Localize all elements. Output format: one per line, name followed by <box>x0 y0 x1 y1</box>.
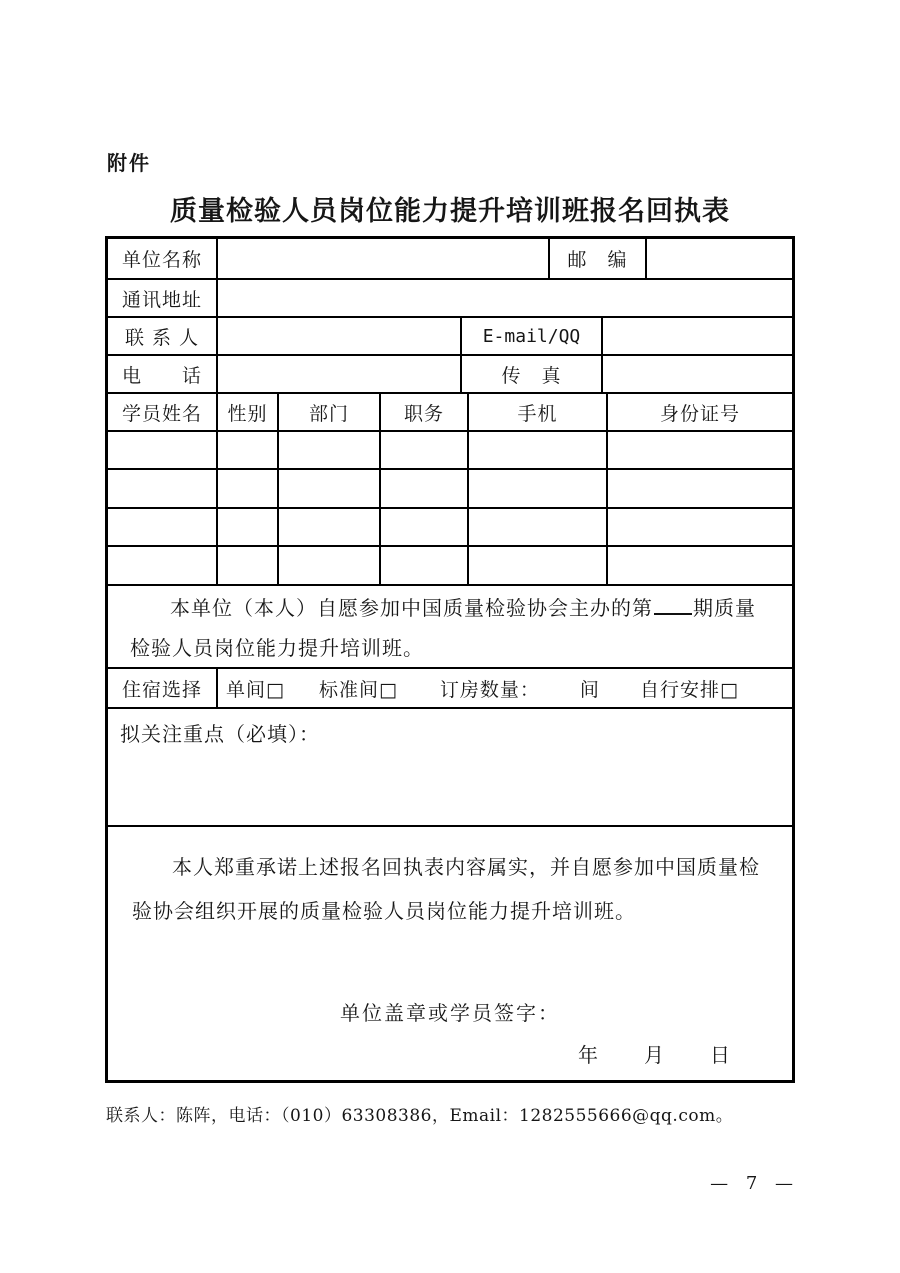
participation-text-after: 期质量检验人员岗位能力提升培训班。 <box>130 596 756 660</box>
student-input-cell[interactable] <box>381 509 469 545</box>
id-number-header: 身份证号 <box>659 402 740 425</box>
mobile-header: 手机 <box>469 394 608 430</box>
contact-person-label: 联 系 人 <box>108 318 218 354</box>
address-label: 通讯地址 <box>108 280 218 316</box>
student-input-cell[interactable] <box>381 470 469 507</box>
booking-quantity-label: 订房数量： <box>439 678 540 701</box>
focus-cell[interactable] <box>108 709 792 825</box>
self-arrange-checkbox[interactable]: 自行安排□ <box>639 678 739 701</box>
student-input-cell[interactable] <box>218 547 279 584</box>
page-number: — 7 — <box>710 1173 794 1194</box>
student-input-cell[interactable] <box>608 470 792 507</box>
student-input-cell[interactable] <box>279 547 381 584</box>
fax-input-cell[interactable] <box>603 356 792 392</box>
email-qq-input-cell[interactable] <box>603 318 792 354</box>
row-unit-name <box>108 239 792 280</box>
student-input-cell[interactable] <box>381 547 469 584</box>
postal-code-input-cell[interactable] <box>647 239 792 278</box>
student-input-cell[interactable] <box>108 547 218 584</box>
student-input-cell[interactable] <box>218 432 279 468</box>
student-empty-row <box>108 547 792 586</box>
session-number-blank[interactable] <box>654 596 692 615</box>
row-phone-fax <box>108 356 792 394</box>
student-input-cell[interactable] <box>108 509 218 545</box>
student-input-cell[interactable] <box>218 470 279 507</box>
accommodation-options-cell <box>218 669 792 707</box>
student-empty-row <box>108 509 792 547</box>
department-header: 部门 <box>279 394 381 430</box>
student-input-cell[interactable] <box>469 547 608 584</box>
student-input-cell[interactable] <box>469 509 608 545</box>
commitment-row <box>108 827 792 1080</box>
participation-text <box>120 586 780 667</box>
contact-person-input-cell[interactable] <box>218 318 462 354</box>
fax-label: 传 真 <box>462 356 603 392</box>
participation-text-before: 本单位（本人）自愿参加中国质量检验协会主办的第 <box>170 596 653 620</box>
unit-name-input-cell[interactable] <box>218 239 550 278</box>
participation-cell <box>108 586 792 667</box>
single-room-checkbox[interactable]: 单间□ <box>226 678 285 701</box>
phone-label: 电 话 <box>108 356 218 392</box>
student-input-cell[interactable] <box>469 432 608 468</box>
student-input-cell[interactable] <box>608 509 792 545</box>
attachment-label: 附件 <box>107 151 151 175</box>
student-input-cell[interactable] <box>608 547 792 584</box>
student-input-cell[interactable] <box>279 509 381 545</box>
phone-input-cell[interactable] <box>218 356 462 392</box>
student-input-cell[interactable] <box>381 432 469 468</box>
student-empty-row <box>108 432 792 470</box>
commitment-text: 本人郑重承诺上述报名回执表内容属实，并自愿参加中国质量检验协会组织开展的质量检验人员岗位能力提升培训班。 <box>132 855 760 923</box>
signature-label: 单位盖章或学员签字： <box>340 1001 560 1025</box>
student-input-cell[interactable] <box>218 509 279 545</box>
accommodation-label: 住宿选择 <box>108 669 218 707</box>
student-input-cell[interactable] <box>279 470 381 507</box>
focus-label: 拟关注重点（必填）： <box>120 722 320 746</box>
standard-room-checkbox[interactable]: 标准间□ <box>318 678 398 701</box>
student-header-row <box>108 394 792 432</box>
row-address <box>108 280 792 318</box>
focus-row <box>108 709 792 827</box>
accommodation-row <box>108 669 792 709</box>
footer-contact-info: 联系人：陈阵，电话：（010）63308386，Email：1282555666@qq.com。 <box>106 1106 734 1126</box>
quantity-unit-label: 间 <box>579 678 600 701</box>
unit-name-label: 单位名称 <box>108 239 218 278</box>
student-input-cell[interactable] <box>279 432 381 468</box>
address-input-cell[interactable] <box>218 280 792 316</box>
row-contact-person <box>108 318 792 356</box>
position-header: 职务 <box>381 394 469 430</box>
student-input-cell[interactable] <box>608 432 792 468</box>
student-empty-row <box>108 470 792 509</box>
student-input-cell[interactable] <box>108 432 218 468</box>
participation-row <box>108 586 792 669</box>
student-input-cell[interactable] <box>108 470 218 507</box>
page-title: 质量检验人员岗位能力提升培训班报名回执表 <box>170 196 730 227</box>
commitment-cell <box>108 827 792 1080</box>
email-qq-label: E-mail/QQ <box>462 318 603 354</box>
student-name-header: 学员姓名 <box>108 394 218 430</box>
student-input-cell[interactable] <box>469 470 608 507</box>
gender-header: 性别 <box>218 394 279 430</box>
date-label: 年 月 日 <box>578 1043 732 1067</box>
postal-code-label: 邮 编 <box>550 239 647 278</box>
registration-form-table <box>105 236 795 1083</box>
